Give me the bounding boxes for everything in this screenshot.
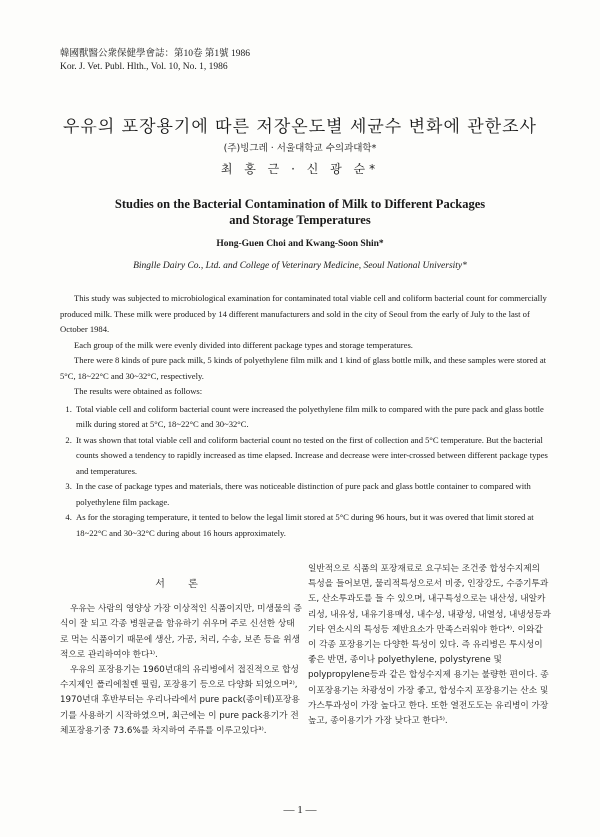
abstract-paragraph: This study was subjected to microbiological examination for contaminated total viable cell and coliform bacterial count for commercially produced milk. These milk were produced by 14 different manufacturers and sold in the city of Seoul from the early of July to the last of October 1984. bbox=[60, 293, 547, 334]
journal-header bbox=[60, 48, 250, 74]
journal-header-english: Kor. J. Vet. Publ. Hlth., Vol. 10, No. 1, 1986 bbox=[60, 62, 228, 72]
abstract-paragraph: The results were obtained as follows: bbox=[74, 386, 203, 396]
abstract bbox=[60, 291, 550, 541]
results-list bbox=[60, 402, 550, 542]
english-authors: Hong-Guen Choi and Kwang-Soon Shin* bbox=[216, 239, 384, 249]
results-list-item: 1. Total viable cell and coliform bacterial count were increased the polyethylene film milk to compared with the pure pack and glass bottle milk during stored at 5°C, 18~22°C and 30~32°C. bbox=[74, 402, 550, 433]
body-paragraph: 우유는 사람의 영양상 가장 이상적인 식품이지만, 미생물의 증식이 잘 되고 각종 병원균을 함유하기 쉬우며 주로 신선한 상태로 먹는 식품이기 때문에 생산, 가공, 처리, 수송, 보존 등을 위생적으로 관리하여야 한다¹⁾. bbox=[60, 604, 302, 660]
abstract-paragraph: Each group of the milk were evenly divided into different package types and storage temperatures. bbox=[74, 339, 413, 350]
korean-authors: 최 홍 근 · 신 광 순* bbox=[220, 162, 380, 176]
english-title bbox=[0, 196, 600, 228]
body-column-left bbox=[60, 563, 303, 739]
korean-affiliation: (주)빙그레 · 서울대학교 수의과대학* bbox=[223, 143, 377, 154]
korean-title: 우유의 포장용기에 따른 저장온도별 세균수 변화에 관한조사 bbox=[63, 117, 537, 137]
english-title-line2: and Storage Temperatures bbox=[229, 213, 371, 227]
section-heading: 서 론 bbox=[155, 579, 208, 590]
results-list-item: 4. As for the storaging temperature, it tented to below the legal limit stored at 5°C during 96 hours, but it was overed that limit stored at 18~22°C and 30~32°C during about 16 hours approximately. bbox=[74, 510, 550, 541]
body-paragraph: 일반적으로 식품의 포장재료로 요구되는 조건중 합성수지제의 특성을 들어보면, 물리적특성으로서 비중, 인장강도, 수증기투과도, 산소투과도를 들 수 있으며, 내구특성으로는 내산성, 내알카리성, 내유성, 내유기용매성, 내수성, 내광성, 내열성, 내냉성등과 기타 연소시의 특성등 제반요소가 만족스러워야 한다⁴⁾. 이와같이 각종 포장용기는 다양한 특성이 있다. 즉 유리병은 투시성이 좋은 반면, 종이나 polyethylene, polystyrene 및 polypropylene등과 같은 합성수지제 용기는 불량한 편이다. 종이포장용기는 차광성이 가장 좋고, 합성수지 포장용기는 산소 및 가스투과성이 가장 높다고 한다. 또한 열전도도는 유리병이 가장 높고, 종이용기가 가장 낮다고 한다⁵⁾. bbox=[308, 564, 551, 727]
english-affiliation: Binglle Dairy Co., Ltd. and College of Veterinary Medicine, Seoul National University* bbox=[133, 261, 467, 271]
page-number: — 1 — bbox=[283, 804, 317, 816]
body-paragraph: 우유의 포장용기는 1960년대의 유리병에서 접진적으로 합성수지제인 폴리에칠렌 필림, 포장용기 등으로 다양화 되었으며²⁾, 1970년대 후반부터는 우리나라에서 pure pack(종이테)포장용기를 사용하기 시작하였으며, 최근에는 이 pure pack용기가 전체포장용기중 73.6%를 차지하여 주류를 이루고있다³⁾. bbox=[60, 665, 300, 736]
journal-header-korean: 韓國獸醫公衆保健學會誌：第10卷 第1號 1986 bbox=[60, 49, 251, 59]
body-column-right bbox=[308, 562, 551, 729]
abstract-paragraph: There were 8 kinds of pure pack milk, 5 kinds of polyethylene film milk and 1 kind of glass bottle milk, and these samples were stored at 5°C, 18~22°C and 30~32°C, respectively. bbox=[60, 355, 547, 381]
english-title-line1: Studies on the Bacterial Contamination of Milk to Different Packages bbox=[114, 197, 486, 211]
results-list-item: 3. In the case of package types and materials, there was noticeable distinction of pure pack and glass bottle container to compared with polyethylene film package. bbox=[74, 479, 550, 510]
results-list-item: 2. It was shown that total viable cell and coliform bacterial count no tested on the first of collection and 5°C temperature. But the bacterial counts showed a tendency to rapidly increased as time elapsed. Increase and decrease were inter-crossed between different package types and temperatures. bbox=[74, 433, 550, 480]
